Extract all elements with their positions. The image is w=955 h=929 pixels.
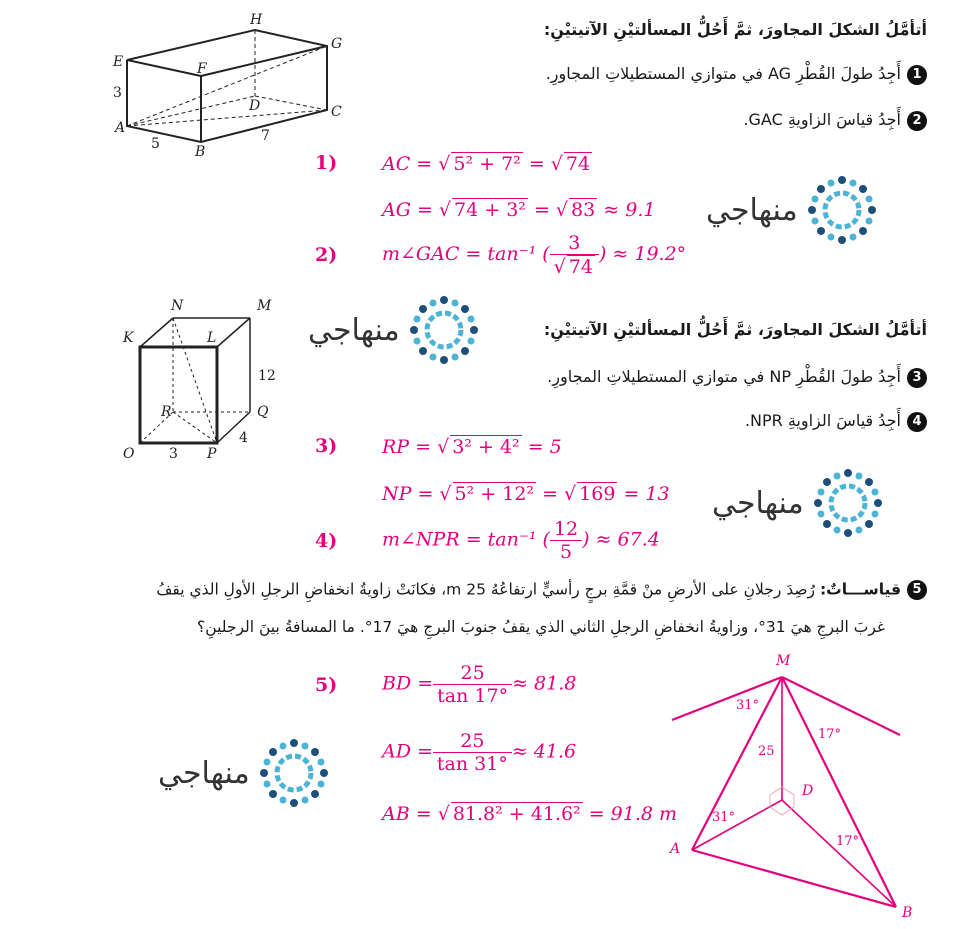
manhaji-logo-icon xyxy=(406,292,482,368)
question-5-line2: غربَ البرجِ هيَ 31°، وزاويةُ انخفاضِ الرجلِ الثاني الذي يقفُ جنوبَ البرجِ هيَ 17°. ما المسافةُ بينَ الرجلينِ؟ xyxy=(197,618,885,636)
angle-17-bottom: 17° xyxy=(836,834,860,849)
eq-npr-fraction xyxy=(550,518,582,563)
equation-gac xyxy=(382,232,686,278)
eq-rp-radicand: 3² + 4² xyxy=(452,436,520,458)
dim-length: 7 xyxy=(261,128,270,144)
label-C: C xyxy=(331,104,342,120)
watermark-text: منهاجي xyxy=(712,485,804,521)
section-b-header: أتأمَّلُ الشكلَ المجاورَ، ثمَّ أَحُلُّ المسألتيْنِ الآتيتيْنِ: xyxy=(543,320,927,339)
equation-bd xyxy=(382,662,576,707)
label-O: O xyxy=(123,446,135,462)
question-5-title: قياســـاتٌ: xyxy=(819,580,901,599)
eq-bd-fraction xyxy=(433,662,512,707)
label-M-tower: M xyxy=(776,653,791,669)
watermark-text: منهاجي xyxy=(158,755,250,791)
question-number-1: 1 xyxy=(907,65,927,85)
eq-rp-rhs: = 5 xyxy=(527,436,562,458)
watermark-text: منهاجي xyxy=(706,192,798,228)
label-N: N xyxy=(171,298,184,314)
eq-ad-fraction xyxy=(433,730,512,775)
eq-gac-lhs: m∠GAC = tan⁻¹ ( xyxy=(382,243,550,265)
label-A: A xyxy=(115,120,126,136)
eq-bd-denominator: tan 17° xyxy=(437,685,509,707)
question-number-2: 2 xyxy=(907,111,927,131)
watermark-logo-1 xyxy=(706,172,880,248)
section-a-header: أتأمَّلُ الشكلَ المجاورَ، ثمَّ أَحُلُّ المسألتيْنِ الآتيتيْنِ: xyxy=(543,20,927,39)
label-G: G xyxy=(331,36,343,52)
eq-np-equals: = xyxy=(542,483,558,505)
eq-ac-result: 74 xyxy=(565,153,591,175)
eq-ac-lhs: AC = xyxy=(382,153,433,175)
question-5-line1: رُصِدَ رجلانِ على الأرضِ منْ قمَّةِ برجٍ رأسيٍّ ارتفاعُهُ 25 m، فكانَتْ زاويةُ انخفاضِ الرجلِ الأولِ الذي يقفُ xyxy=(156,580,816,599)
question-2 xyxy=(743,110,927,131)
question-1 xyxy=(546,64,927,85)
eq-ad-lhs: AD = xyxy=(382,740,433,763)
eq-gac-fraction: $\frac{3}{√ 74}$ xyxy=(550,232,599,278)
equation-np: NP = √ 5² + 12² = √ 169 = 13 xyxy=(382,483,670,505)
answer-label-3: 3) xyxy=(315,435,338,457)
eq-ac-equals: = xyxy=(528,153,545,175)
question-number-5: 5 xyxy=(907,580,927,600)
eq-ag-result: 83 xyxy=(571,199,596,221)
watermark-logo-4 xyxy=(158,735,332,811)
eq-npr-numerator: 12 xyxy=(550,518,582,541)
eq-ad-numerator: 25 xyxy=(433,730,512,753)
label-A-tower: A xyxy=(670,841,681,857)
manhaji-logo-icon xyxy=(810,465,886,541)
eq-ad-denominator: tan 31° xyxy=(436,753,508,775)
eq-np-radicand: 5² + 12² xyxy=(454,483,535,505)
question-5 xyxy=(156,580,927,600)
eq-ag-lhs: AG = xyxy=(382,199,433,221)
figure-tower-diagram xyxy=(660,645,925,925)
label-M: M xyxy=(257,298,272,314)
eq-np-lhs: NP = xyxy=(382,483,434,505)
answer-label-5: 5) xyxy=(315,674,338,696)
dim-width-2: 3 xyxy=(169,446,178,462)
tower-height: 25 xyxy=(758,744,775,759)
answer-label-2: 2) xyxy=(315,244,338,266)
question-2-text: أَجِدُ قياسَ الزاويةِ GAC. xyxy=(743,110,901,129)
eq-ag-approx: ≈ 9.1 xyxy=(603,199,656,221)
angle-31-bottom: 31° xyxy=(712,810,736,825)
equation-npr xyxy=(382,518,660,563)
figure-rectangular-prism-2 xyxy=(115,290,290,465)
question-1-text: أَجِدُ طولَ القُطْرِ AG في متوازي المستطيلاتِ المجاورِ. xyxy=(545,64,901,83)
label-P: P xyxy=(207,446,217,462)
watermark-logo-2 xyxy=(308,292,482,368)
label-D-tower: D xyxy=(802,783,814,799)
dim-depth-2: 4 xyxy=(239,430,248,446)
label-D: D xyxy=(249,98,261,114)
eq-ab-lhs: AB = xyxy=(382,803,432,825)
label-B: B xyxy=(195,144,206,160)
eq-gac-numerator: 3 xyxy=(550,232,599,255)
dim-height-2: 12 xyxy=(258,368,276,384)
equation-ab: AB = √ 81.8² + 41.6² = 91.8 m xyxy=(382,803,678,825)
answer-label-1: 1) xyxy=(315,152,338,174)
watermark-text: منهاجي xyxy=(308,312,400,348)
equation-ag: AG = √ 74 + 3² = √ 83 ≈ 9.1 xyxy=(382,199,656,221)
question-4 xyxy=(745,411,927,432)
eq-ag-equals: = xyxy=(533,199,550,221)
dim-width: 5 xyxy=(151,136,160,152)
eq-npr-rhs: ) ≈ 67.4 xyxy=(582,528,660,551)
equation-ac: AC = √ 5² + 7² = √ 74 xyxy=(382,153,591,175)
eq-np-result: 169 xyxy=(579,483,616,505)
manhaji-logo-icon xyxy=(256,735,332,811)
label-K: K xyxy=(123,330,134,346)
eq-bd-lhs: BD = xyxy=(382,672,434,695)
label-B-tower: B xyxy=(902,905,913,921)
eq-ac-radicand: 5² + 7² xyxy=(453,153,521,175)
label-H: H xyxy=(250,12,263,28)
angle-31-top: 31° xyxy=(736,698,760,713)
eq-rp-lhs: RP = xyxy=(382,436,432,458)
eq-ag-radicand: 74 + 3² xyxy=(454,199,526,221)
label-F: F xyxy=(197,61,207,77)
question-3-text: أَجِدُ طولَ القُطْرِ NP في متوازي المستطيلاتِ المجاورِ. xyxy=(547,367,901,386)
angle-17-top: 17° xyxy=(818,727,842,742)
manhaji-logo-icon xyxy=(804,172,880,248)
question-4-text: أَجِدُ قياسَ الزاويةِ NPR. xyxy=(744,411,901,430)
question-3 xyxy=(547,367,927,388)
question-number-4: 4 xyxy=(907,412,927,432)
eq-ab-rhs: = 91.8 m xyxy=(588,803,678,825)
eq-np-rhs: = 13 xyxy=(623,483,670,505)
question-number-3: 3 xyxy=(907,368,927,388)
eq-gac-denominator: 74 xyxy=(568,256,593,278)
eq-npr-lhs: m∠NPR = tan⁻¹ ( xyxy=(382,528,550,551)
figure-rectangular-prism-1 xyxy=(105,8,355,163)
label-E: E xyxy=(113,54,124,70)
dim-height: 3 xyxy=(113,85,122,101)
label-Q: Q xyxy=(257,404,269,420)
eq-npr-denominator: 5 xyxy=(560,541,573,563)
equation-ad xyxy=(382,730,576,775)
eq-ad-rhs: ≈ 41.6 xyxy=(511,740,577,763)
eq-ab-radicand: 81.8² + 41.6² xyxy=(452,803,581,825)
label-R: R xyxy=(161,404,172,420)
watermark-logo-3 xyxy=(712,465,886,541)
answer-label-4: 4) xyxy=(315,530,338,552)
equation-rp: RP = √ 3² + 4² = 5 xyxy=(382,436,562,458)
eq-gac-rhs: ) ≈ 19.2° xyxy=(598,243,687,265)
eq-bd-numerator: 25 xyxy=(433,662,512,685)
label-L: L xyxy=(207,330,217,346)
eq-bd-rhs: ≈ 81.8 xyxy=(512,672,577,695)
